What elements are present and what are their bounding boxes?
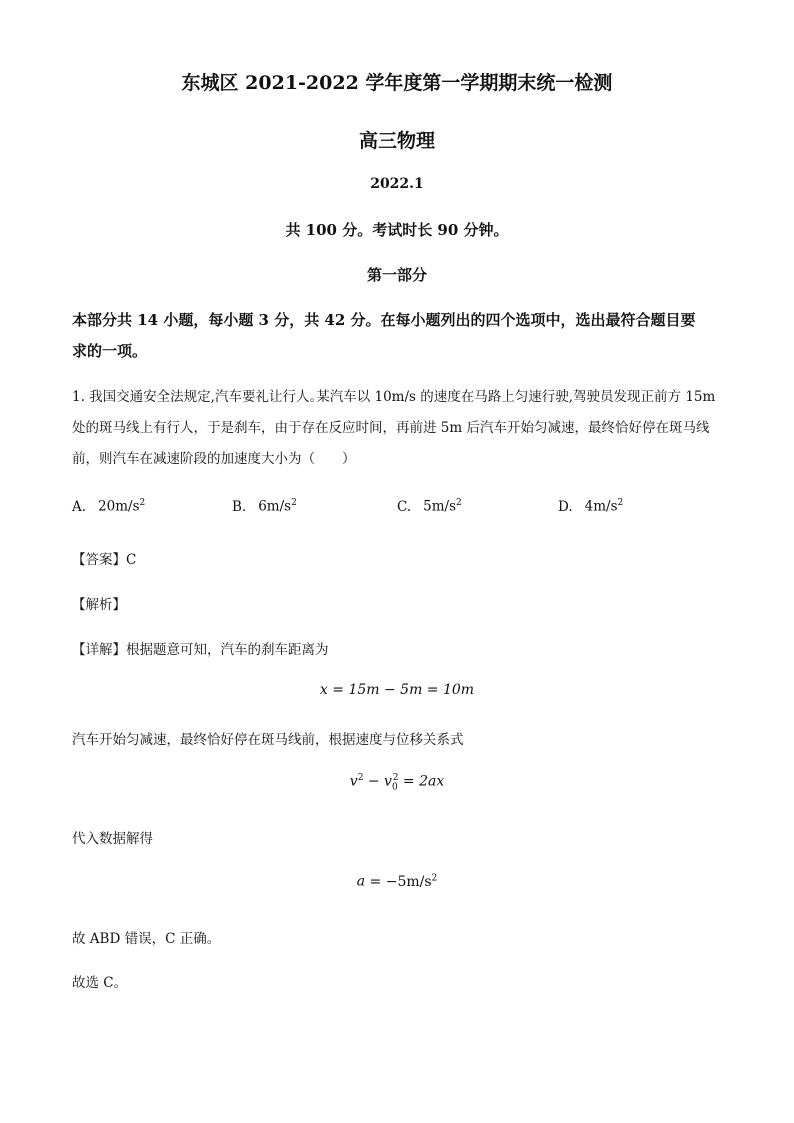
- option-c: [397, 498, 462, 515]
- option-value: 5m/s: [423, 498, 457, 515]
- equation-acceleration-result: $a = -5m/s^2$: [356, 873, 438, 890]
- question-text-line2: 处的斑马线上有行人，于是刹车，由于存在反应时间，再前进 5m 后汽车开始匀减速，最终恰好停在斑马线: [72, 420, 710, 436]
- option-value: 4m/s: [584, 498, 618, 515]
- option-value: 20m/s: [98, 498, 140, 515]
- document-title: 东城区 2021-2022 学年度第一学期期末统一检测: [181, 72, 613, 94]
- solution-step-5: 故选 C。: [72, 975, 128, 991]
- option-letter: C.: [397, 498, 412, 515]
- section-heading: 第一部分: [366, 266, 427, 284]
- option-letter: A.: [72, 498, 87, 515]
- answer-tag: 【答案】: [72, 552, 126, 568]
- answer-line: [72, 548, 722, 568]
- question-text-line1: 1. 我国交通安全法规定,汽车要礼让行人｡某汽车以 10m/s 的速度在马路上匀速行驶,驾驶员发现正前方 15m: [72, 389, 716, 405]
- option-exponent: 2: [617, 498, 624, 508]
- option-b: [232, 498, 297, 515]
- detail-line: [72, 638, 722, 658]
- option-d: [558, 498, 623, 515]
- equation-velocity-displacement: $v^2 - v_0^2 = 2ax$: [349, 773, 445, 793]
- option-letter: B.: [232, 498, 247, 515]
- detail-text: 根据题意可知，汽车的刹车距离为: [126, 642, 329, 658]
- detail-tag: 【详解】: [72, 642, 126, 658]
- analysis-tag: 【解析】: [72, 597, 126, 613]
- equation-distance: x = 15m − 5m = 10m: [319, 682, 475, 698]
- solution-step-3: 代入数据解得: [72, 831, 153, 847]
- option-exponent: 2: [456, 498, 462, 508]
- option-exponent: 2: [291, 498, 297, 508]
- option-a: [72, 498, 145, 515]
- section-instruction-line2: 求的一项。: [72, 342, 148, 360]
- solution-step-4: 故 ABD 错误，C 正确。: [72, 931, 221, 947]
- option-value: 6m/s: [258, 498, 292, 515]
- section-instruction-line1: 本部分共 14 小题，每小题 3 分，共 42 分。在每小题列出的四个选项中，选出最符合题目要: [72, 311, 696, 329]
- question-text-line3: 前，则汽车在减速阶段的加速度大小为（ ）: [72, 451, 356, 467]
- answer-value: C: [126, 552, 137, 568]
- document-subtitle: 高三物理: [358, 130, 435, 152]
- option-exponent: 2: [139, 498, 146, 508]
- option-letter: D.: [558, 498, 573, 515]
- exam-date: 2022.1: [370, 176, 424, 192]
- solution-step-2: 汽车开始匀减速，最终恰好停在斑马线前，根据速度与位移关系式: [72, 732, 464, 748]
- exam-total-info: 共 100 分。考试时长 90 分钟。: [285, 221, 509, 239]
